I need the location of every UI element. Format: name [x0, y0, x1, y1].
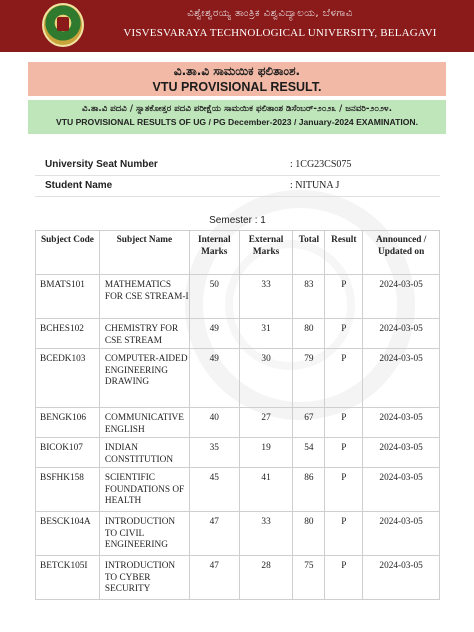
subject-name-cell: MATHEMATICS FOR CSE STREAM-I	[99, 275, 189, 319]
result-title-banner	[28, 62, 446, 96]
internal-marks-cell: 50	[189, 275, 239, 319]
announced-date-cell: 2024-03-05	[363, 408, 440, 438]
col-internal-marks: Internal Marks	[189, 231, 239, 275]
subject-name-cell: INTRODUCTION TO CYBER SECURITY	[99, 556, 189, 600]
subject-code-cell: BETCK105I	[36, 556, 100, 600]
col-announced-date: Announced / Updated on	[363, 231, 440, 275]
subject-code-cell: BESCK104A	[36, 512, 100, 556]
seat-number-row	[35, 154, 440, 175]
total-marks-cell: 83	[293, 275, 325, 319]
col-total: Total	[293, 231, 325, 275]
col-subject-name: Subject Name	[99, 231, 189, 275]
result-title-english: VTU PROVISIONAL RESULT.	[152, 80, 322, 94]
total-marks-cell: 80	[293, 512, 325, 556]
results-table	[35, 230, 440, 600]
subject-code-cell: BMATS101	[36, 275, 100, 319]
internal-marks-cell: 45	[189, 468, 239, 512]
subject-name-cell: INDIAN CONSTITUTION	[99, 438, 189, 468]
announced-date-cell: 2024-03-05	[363, 319, 440, 349]
university-header	[0, 0, 474, 52]
external-marks-cell: 27	[239, 408, 293, 438]
exam-banner	[28, 100, 446, 134]
announced-date-cell: 2024-03-05	[363, 468, 440, 512]
internal-marks-cell: 40	[189, 408, 239, 438]
announced-date-cell: 2024-03-05	[363, 438, 440, 468]
university-name-english: VISVESVARAYA TECHNOLOGICAL UNIVERSITY, BELAGAVI	[123, 27, 437, 39]
exam-title-kannada: ವಿ.ತಾ.ವಿ ಪದವಿ / ಸ್ನಾತಕೋತ್ತರ ಪದವಿ ಪರೀಕ್ಷೆಯ ಸಾಮಯಿಕ ಫಲಿತಾಂಶ ಡಿಸೆಂಬರ್-೨೦೨೩ / ಜನವರಿ-೨೦೨೪.	[82, 104, 392, 114]
subject-name-cell: COMMUNICATIVE ENGLISH	[99, 408, 189, 438]
subject-name-cell: SCIENTIFIC FOUNDATIONS OF HEALTH	[99, 468, 189, 512]
internal-marks-cell: 49	[189, 349, 239, 408]
student-name-value: : NITUNA J	[290, 175, 440, 196]
subject-name-cell: INTRODUCTION TO CIVIL ENGINEERING	[99, 512, 189, 556]
result-cell: P	[325, 275, 363, 319]
table-row	[36, 438, 440, 468]
total-marks-cell: 54	[293, 438, 325, 468]
table-row	[36, 275, 440, 319]
result-cell: P	[325, 408, 363, 438]
semester-label: Semester : 1	[209, 215, 266, 226]
subject-code-cell: BCHES102	[36, 319, 100, 349]
internal-marks-cell: 49	[189, 319, 239, 349]
exam-title-english: VTU PROVISIONAL RESULTS OF UG / PG December-2023 / January-2024 EXAMINATION.	[56, 117, 418, 127]
total-marks-cell: 79	[293, 349, 325, 408]
result-cell: P	[325, 556, 363, 600]
result-cell: P	[325, 512, 363, 556]
external-marks-cell: 30	[239, 349, 293, 408]
result-cell: P	[325, 319, 363, 349]
external-marks-cell: 33	[239, 512, 293, 556]
announced-date-cell: 2024-03-05	[363, 275, 440, 319]
subject-code-cell: BCEDK103	[36, 349, 100, 408]
col-subject-code: Subject Code	[36, 231, 100, 275]
announced-date-cell: 2024-03-05	[363, 349, 440, 408]
table-row	[36, 319, 440, 349]
subject-code-cell: BICOK107	[36, 438, 100, 468]
internal-marks-cell: 47	[189, 556, 239, 600]
table-row	[36, 556, 440, 600]
table-row	[36, 408, 440, 438]
seat-number-label: University Seat Number	[35, 154, 290, 175]
student-name-row	[35, 175, 440, 196]
table-row	[36, 512, 440, 556]
result-title-kannada: ವಿ.ತಾ.ವಿ ಸಾಮಯಿಕ ಫಲಿತಾಂಶ.	[173, 64, 301, 78]
table-header-row	[36, 231, 440, 275]
total-marks-cell: 80	[293, 319, 325, 349]
col-result: Result	[325, 231, 363, 275]
internal-marks-cell: 35	[189, 438, 239, 468]
seat-number-value: : 1CG23CS075	[290, 154, 440, 175]
subject-code-cell: BENGK106	[36, 408, 100, 438]
external-marks-cell: 28	[239, 556, 293, 600]
announced-date-cell: 2024-03-05	[363, 512, 440, 556]
external-marks-cell: 41	[239, 468, 293, 512]
result-cell: P	[325, 349, 363, 408]
student-name-label: Student Name	[35, 175, 290, 196]
university-logo	[42, 3, 84, 47]
total-marks-cell: 67	[293, 408, 325, 438]
announced-date-cell: 2024-03-05	[363, 556, 440, 600]
table-row	[36, 349, 440, 408]
subject-name-cell: COMPUTER-AIDED ENGINEERING DRAWING	[99, 349, 189, 408]
col-external-marks: External Marks	[239, 231, 293, 275]
subject-code-cell: BSFHK158	[36, 468, 100, 512]
external-marks-cell: 33	[239, 275, 293, 319]
result-cell: P	[325, 468, 363, 512]
university-name-kannada: ವಿಶ್ವೇಶ್ವರಯ್ಯ ತಾಂತ್ರಿಕ ವಿಶ್ವವಿದ್ಯಾಲಯ, ಬೆಳಗಾವಿ	[187, 8, 353, 19]
subject-name-cell: CHEMISTRY FOR CSE STREAM	[99, 319, 189, 349]
total-marks-cell: 86	[293, 468, 325, 512]
table-row	[36, 468, 440, 512]
result-cell: P	[325, 438, 363, 468]
internal-marks-cell: 47	[189, 512, 239, 556]
student-info	[35, 154, 440, 197]
external-marks-cell: 31	[239, 319, 293, 349]
total-marks-cell: 75	[293, 556, 325, 600]
external-marks-cell: 19	[239, 438, 293, 468]
